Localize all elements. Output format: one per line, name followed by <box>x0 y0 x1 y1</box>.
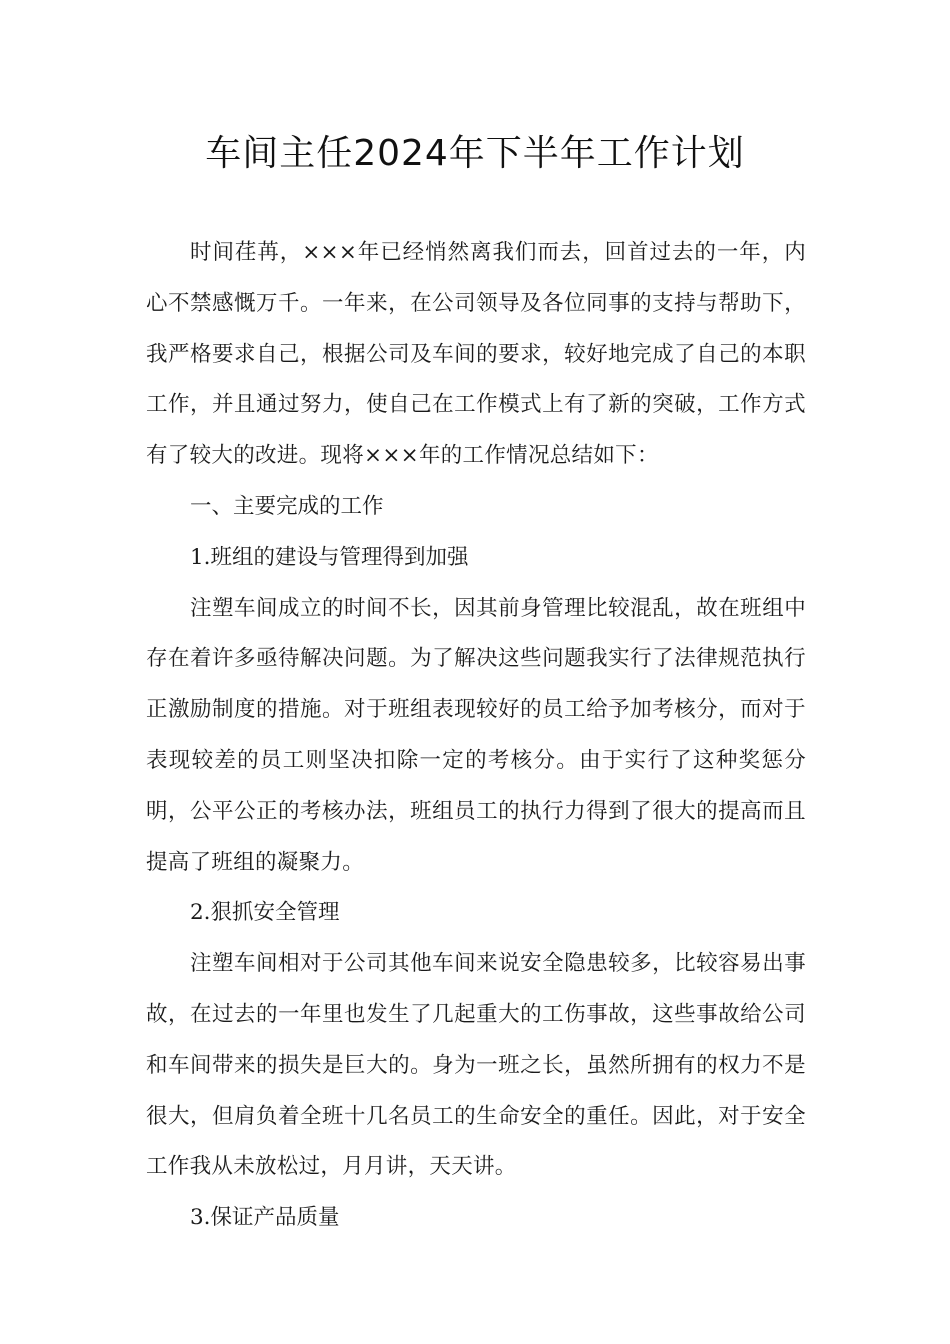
team-building-paragraph: 注塑车间成立的时间不长，因其前身管理比较混乱，故在班组中存在着许多亟待解决问题。为了解决这些问题我实行了法律规范执行正激励制度的措施。对于班组表现较好的员工给予加考核分，而对于表现较差的员工则坚决扣除一定的考核分。由于实行了这种奖惩分明，公平公正的考核办法，班组员工的执行力得到了很大的提高而且提高了班组的凝聚力。 <box>146 595 806 875</box>
subheading-product-quality: 3.保证产品质量 <box>190 1205 340 1231</box>
subheading-safety-management: 2.狠抓安全管理 <box>190 900 340 926</box>
document-title: 车间主任2024年下半年工作计划 <box>205 133 745 174</box>
section-heading-main-work: 一、主要完成的工作 <box>190 493 384 519</box>
document-body <box>146 228 806 1244</box>
subheading-team-building: 1.班组的建设与管理得到加强 <box>190 544 469 570</box>
intro-paragraph: 时间荏苒，×××年已经悄然离我们而去，回首过去的一年，内心不禁感慨万千。一年来，在公司领导及各位同事的支持与帮助下，我严格要求自己，根据公司及车间的要求，较好地完成了自己的本职工作，并且通过努力，使自己在工作模式上有了新的突破，工作方式有了较大的改进。现将×××年的工作情况总结如下： <box>146 240 806 469</box>
safety-management-paragraph: 注塑车间相对于公司其他车间来说安全隐患较多，比较容易出事故，在过去的一年里也发生了几起重大的工伤事故，这些事故给公司和车间带来的损失是巨大的。身为一班之长，虽然所拥有的权力不是很大，但肩负着全班十几名员工的生命安全的重任。因此，对于安全工作我从未放松过，月月讲，天天讲。 <box>146 951 806 1180</box>
